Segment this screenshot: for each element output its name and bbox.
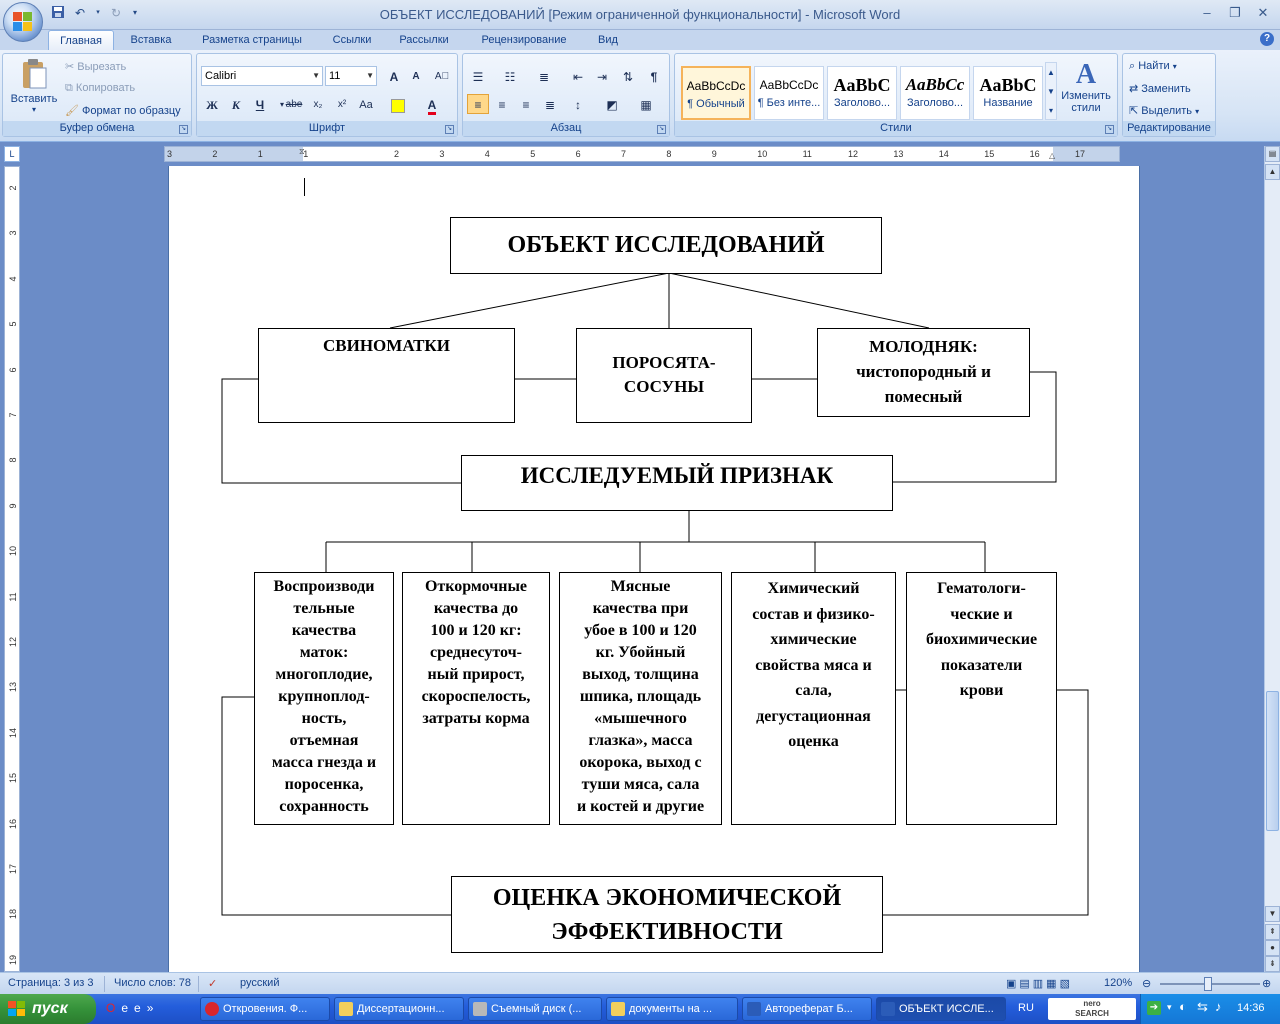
underline-dropdown-icon[interactable]: ▾ <box>279 100 284 109</box>
trait-text: Гематологи- ческие и биохимические показатели крови <box>925 580 1038 699</box>
ruler-tick-label: 3 <box>439 149 445 159</box>
diagram-root-text: ОБЪЕКТ ИССЛЕДОВАНИЙ <box>507 232 825 258</box>
scissors-icon: ✂ <box>65 61 75 73</box>
style-sample: AaBbCcDc <box>759 78 819 92</box>
word-count[interactable]: Число слов: 78 <box>114 977 192 989</box>
object-text: ПОРОСЯТА- СОСУНЫ <box>612 353 716 396</box>
clock[interactable]: 14:36 <box>1237 1002 1265 1014</box>
object-box-sows[interactable] <box>258 328 515 423</box>
prev-page-icon[interactable]: ⇞ <box>1265 924 1280 940</box>
folder-icon <box>339 1002 353 1016</box>
taskbar-item-active[interactable] <box>876 997 1006 1021</box>
object-box-young[interactable] <box>817 328 1030 417</box>
connector-line <box>669 273 929 328</box>
taskbar-item[interactable] <box>200 997 330 1021</box>
taskbar-item[interactable] <box>742 997 872 1021</box>
clipboard-group <box>2 53 192 137</box>
next-page-icon[interactable]: ⇟ <box>1265 956 1280 972</box>
italic-label: К <box>231 98 241 112</box>
trait-text: Воспроизводи тельные качества маток: многоплодие, крупноплод- ность, отъемная масса гнезда и поросенка, сохранность <box>271 578 377 815</box>
align-left-icon[interactable]: ≡ <box>467 94 489 114</box>
language-indicator[interactable]: RU <box>1018 1002 1034 1014</box>
undo-icon[interactable]: ↶ <box>74 6 86 20</box>
windows-flag-icon <box>8 1001 26 1017</box>
tab-page-layout[interactable]: Разметка страницы <box>202 34 302 46</box>
replace-icon: ⇄ <box>1129 83 1139 95</box>
object-text: СВИНОМАТКИ <box>322 336 450 355</box>
ruler-tick-label: 9 <box>711 149 717 159</box>
font-group-label: Шрифт <box>197 121 457 136</box>
replace-label: Заменить <box>1141 83 1191 95</box>
editing-group <box>1122 53 1216 137</box>
multilevel-list-icon[interactable]: ≣ <box>538 70 550 84</box>
select-label: Выделить <box>1141 105 1193 117</box>
title-bar <box>0 0 1280 30</box>
numbering-icon[interactable]: ☷ <box>504 70 516 84</box>
ie-icon[interactable]: e <box>134 1001 147 1015</box>
ruler-tick-label: 10 <box>757 149 768 159</box>
font-group <box>196 53 458 137</box>
paragraph-group <box>462 53 670 137</box>
line-spacing-icon[interactable]: ↕ <box>575 98 581 112</box>
change-styles-button[interactable] <box>1059 60 1113 114</box>
bold-button[interactable] <box>201 94 223 114</box>
taskbar-item-label: Откровения. Ф... <box>223 1003 308 1015</box>
zoom-slider-thumb[interactable] <box>1204 977 1212 991</box>
styles-scroll[interactable]: ▲ ▼ ▾ <box>1045 62 1057 120</box>
style-sample: AaBbCc <box>905 75 965 94</box>
decrease-indent-icon[interactable]: ⇤ <box>572 70 584 84</box>
zoom-in-icon[interactable]: ⊕ <box>1262 978 1272 990</box>
ruler-tick-label: 5 <box>8 321 18 327</box>
binoculars-icon: ⌕ <box>1129 60 1136 72</box>
office-button[interactable] <box>3 2 43 42</box>
trait-box-chemical[interactable] <box>731 572 896 825</box>
arrow-right-icon[interactable]: ➔ <box>1147 1001 1161 1015</box>
trait-text: Мясные качества при убое в 100 и 120 кг. Убойный выход, толщина шпика, площадь «мышечного глазка», масса окорока, выход с туши мяса, сала и костей и другие <box>576 578 705 815</box>
folder-icon <box>611 1002 625 1016</box>
change-case-label: Aa <box>359 99 373 111</box>
tab-home[interactable]: Главная <box>48 30 114 50</box>
paste-button[interactable] <box>9 58 59 116</box>
word-icon <box>881 1002 895 1016</box>
ruler-tick-label: 12 <box>8 637 18 648</box>
change-case-button[interactable] <box>355 94 377 114</box>
ruler-tick-label: 7 <box>621 149 627 159</box>
ruler-tick-label: 2 <box>212 149 218 159</box>
styles-launcher-icon[interactable]: ↘ <box>1106 126 1113 132</box>
ruler-tick-label: 5 <box>530 149 536 159</box>
underline-button[interactable] <box>249 94 271 114</box>
divider <box>198 976 199 992</box>
chevron-down-icon: ▾ <box>1172 62 1177 71</box>
select-button[interactable] <box>1129 104 1199 117</box>
customize-qat-icon[interactable]: ▾ <box>132 8 137 17</box>
vertical-ruler[interactable] <box>4 166 20 972</box>
paragraph-launcher-icon[interactable]: ↘ <box>658 126 665 132</box>
ruler-tick-label: 2 <box>8 185 18 191</box>
result-box[interactable] <box>451 876 883 953</box>
font-size-value: 11 <box>329 70 341 82</box>
font-color-icon[interactable]: A <box>421 94 443 114</box>
style-no-spacing[interactable] <box>754 66 824 120</box>
grow-font-label: A <box>389 70 399 84</box>
clipboard-group-label: Буфер обмена <box>3 121 191 136</box>
copy-button[interactable] <box>65 82 135 95</box>
style-normal[interactable] <box>681 66 751 120</box>
ruler-tick-label: 11 <box>8 591 18 602</box>
style-sample: AaBbC <box>979 75 1037 95</box>
taskbar-item-label: Диссертационн... <box>357 1003 445 1015</box>
drive-icon <box>473 1002 487 1016</box>
align-right-icon[interactable]: ≡ <box>522 98 530 112</box>
diagram-root-box[interactable] <box>450 217 882 274</box>
chevron-down-icon: ▼ <box>312 71 320 80</box>
window-title: ОБЪЕКТ ИССЛЕДОВАНИЙ [Режим ограниченной функциональности] - Microsoft Word <box>379 7 901 22</box>
ruler-tick-label: 13 <box>893 149 904 159</box>
strikethrough-button[interactable] <box>283 94 305 114</box>
scroll-up-icon[interactable]: ▲ <box>1265 164 1280 180</box>
ruler-tick-label: 15 <box>984 149 995 159</box>
ruler-tick-label: 16 <box>8 818 18 829</box>
tab-selector[interactable]: L <box>4 146 20 162</box>
format-painter-button[interactable] <box>65 104 181 117</box>
ruler-tick-label: 14 <box>938 149 949 159</box>
styles-group <box>674 53 1118 137</box>
start-label: пуск <box>32 1000 68 1017</box>
tab-mailings[interactable]: Рассылки <box>399 34 449 46</box>
scroll-thumb[interactable] <box>1266 691 1279 831</box>
borders-icon[interactable]: ▦ <box>640 98 652 112</box>
style-heading-2[interactable] <box>900 66 970 120</box>
ruler-left-margin <box>165 147 303 161</box>
shrink-font-button[interactable] <box>405 66 427 86</box>
ruler-tick-label: 8 <box>666 149 672 159</box>
shading-icon[interactable]: ◩ <box>606 98 618 112</box>
quick-launch[interactable] <box>106 1001 159 1015</box>
ruler-tick-label: 4 <box>484 149 490 159</box>
style-sample: AaBbC <box>833 75 891 95</box>
tab-view[interactable]: Вид <box>598 34 618 46</box>
ruler-tick-label: 4 <box>8 276 18 282</box>
word-icon <box>747 1002 761 1016</box>
ruler-tick-label: 1 <box>257 149 263 159</box>
connector-line <box>390 273 669 328</box>
italic-button[interactable] <box>225 94 247 114</box>
document-area[interactable] <box>22 166 1262 972</box>
format-painter-label: Формат по образцу <box>82 105 181 117</box>
ruler-tick-label: 18 <box>8 909 18 920</box>
trait-box-meat[interactable] <box>559 572 722 825</box>
horizontal-ruler[interactable] <box>164 146 1120 162</box>
change-styles-icon: A <box>1075 59 1097 90</box>
grow-font-button[interactable] <box>383 66 405 86</box>
help-icon[interactable]: ? <box>1260 32 1274 46</box>
ruler-tick-label: 8 <box>8 457 18 463</box>
paste-label: Вставить <box>10 93 58 105</box>
trait-text: Откормочные качества до 100 и 120 кг: среднесуточ- ный прирост, скороспелость, затраты корма <box>421 578 531 727</box>
ruler-tick-label: 14 <box>8 727 18 738</box>
ruler-tick-label: 2 <box>394 149 400 159</box>
format-painter-icon: 🖌 <box>65 105 79 117</box>
language[interactable]: русский <box>240 977 280 989</box>
taskbar-item[interactable] <box>606 997 738 1021</box>
style-name: Заголово... <box>906 97 964 109</box>
tab-references[interactable]: Ссылки <box>332 34 372 46</box>
window-controls <box>1194 3 1276 23</box>
font-name-value: Calibri <box>205 70 237 82</box>
chevron-right-icon[interactable]: » <box>146 1001 160 1015</box>
network-icon[interactable]: ◐ <box>1179 999 1187 1014</box>
nero-search-logo[interactable]: nero SEARCH <box>1048 998 1136 1020</box>
show-marks-icon[interactable]: ¶ <box>650 70 658 84</box>
ruler-tick-label: 3 <box>167 149 173 159</box>
opera-icon[interactable]: O <box>106 1001 122 1015</box>
select-browse-object-icon[interactable]: ● <box>1265 940 1280 956</box>
tab-review[interactable]: Рецензирование <box>481 34 567 46</box>
object-text: МОЛОДНЯК: чистопородный и помесный <box>856 337 991 406</box>
style-name: Название <box>983 97 1033 109</box>
chevron-down-icon: ▾ <box>1195 107 1200 116</box>
taskbar-item-label: документы на ... <box>629 1003 713 1015</box>
diagram-connectors <box>22 166 1262 972</box>
font-size-combo[interactable] <box>325 66 377 86</box>
taskbar-item-label: Автореферат Б... <box>765 1003 853 1015</box>
font-name-combo[interactable] <box>201 66 323 86</box>
speaker-icon[interactable]: ♪ <box>1215 999 1222 1014</box>
shrink-font-label: A <box>412 71 420 82</box>
tab-insert[interactable]: Вставка <box>130 34 172 46</box>
ruler-tick-label: 7 <box>8 412 18 418</box>
view-buttons[interactable]: ▣▤▥▦▧ <box>1006 978 1073 990</box>
ruler-tick-label: 9 <box>8 503 18 509</box>
taskbar-item-label: Съемный диск (... <box>491 1003 582 1015</box>
copy-icon: ⧉ <box>65 82 73 94</box>
scroll-down-icon[interactable]: ▼ <box>1265 906 1280 922</box>
bold-label: Ж <box>206 98 218 112</box>
paragraph-group-label: Абзац <box>463 121 669 136</box>
style-name: Заголово... <box>833 97 891 109</box>
proofing-icon[interactable]: ✓ <box>208 978 218 990</box>
superscript-button[interactable] <box>331 94 353 114</box>
restore-button[interactable]: ❐ <box>1229 5 1241 20</box>
zoom-out-icon[interactable]: ⊖ <box>1142 978 1152 990</box>
style-heading-1[interactable] <box>827 66 897 120</box>
redo-icon[interactable]: ↻ <box>110 6 122 20</box>
object-box-piglets[interactable] <box>576 328 752 423</box>
style-name: ¶ Без инте... <box>757 97 821 109</box>
cut-label: Вырезать <box>77 61 127 73</box>
clipboard-launcher-icon[interactable]: ↘ <box>180 126 187 132</box>
ruler-tick-label: 1 <box>303 149 309 159</box>
bullets-icon[interactable]: ☰ <box>472 70 484 84</box>
increase-indent-icon[interactable]: ⇥ <box>596 70 608 84</box>
styles-group-label: Стили <box>675 121 1117 136</box>
safely-remove-icon[interactable]: ⇆ <box>1197 999 1208 1014</box>
copy-label: Копировать <box>75 82 136 94</box>
feature-box[interactable] <box>461 455 893 511</box>
ruler-tick-label: 6 <box>8 367 18 373</box>
ribbon-tabs <box>0 30 1280 50</box>
ruler-tick-label: 17 <box>8 864 18 875</box>
align-center-icon[interactable]: ≡ <box>498 98 506 112</box>
paste-dropdown-icon: ▾ <box>31 105 36 114</box>
ruler-right-margin <box>1053 147 1119 161</box>
change-styles-label: Изменить стили <box>1061 90 1111 114</box>
cursor-icon: ⇱ <box>1129 105 1139 117</box>
subscript-button[interactable] <box>307 94 329 114</box>
undo-dropdown-icon[interactable]: ▾ <box>96 9 100 16</box>
close-button[interactable]: ✕ <box>1257 5 1269 20</box>
font-launcher-icon[interactable]: ↘ <box>446 126 453 132</box>
taskbar-item[interactable] <box>468 997 602 1021</box>
clear-formatting-icon[interactable]: A⃠ <box>434 71 450 82</box>
trait-box-reproductive[interactable] <box>254 572 394 825</box>
trait-box-fattening[interactable] <box>402 572 550 825</box>
ruler-tick-label: 13 <box>8 682 18 693</box>
taskbar-item-label: ОБЪЕКТ ИССЛЕ... <box>899 1003 994 1015</box>
chevron-down-icon: ▼ <box>366 71 374 80</box>
start-button[interactable] <box>0 994 96 1024</box>
vertical-scrollbar[interactable] <box>1264 146 1280 972</box>
underline-label: Ч <box>255 98 265 112</box>
paste-icon <box>19 58 49 90</box>
superscript-label: x² <box>337 99 347 110</box>
ruler-tick-label: 15 <box>8 773 18 784</box>
page-count[interactable]: Страница: 3 из 3 <box>8 977 94 989</box>
right-indent-marker-icon[interactable]: △ <box>1049 151 1056 160</box>
tray-chevron-icon[interactable]: ▾ <box>1167 1002 1172 1012</box>
office-logo-icon <box>13 12 33 32</box>
divider <box>104 976 105 992</box>
style-name: ¶ Обычный <box>687 98 745 110</box>
taskbar-item[interactable] <box>334 997 464 1021</box>
ruler-tick-label: 10 <box>8 546 18 557</box>
feature-text: ИССЛЕДУЕМЫЙ ПРИЗНАК <box>520 463 834 488</box>
editing-group-label: Редактирование <box>1123 121 1215 136</box>
opera-icon <box>205 1002 219 1016</box>
ie-icon[interactable]: e <box>121 1001 135 1015</box>
ribbon <box>0 50 1280 142</box>
highlight-icon[interactable] <box>387 94 409 114</box>
ruler-tick-label: 16 <box>1029 149 1040 159</box>
justify-icon[interactable]: ≣ <box>544 98 556 112</box>
ruler-tick-label: 3 <box>8 230 18 236</box>
zoom-level[interactable]: 120% <box>1104 977 1133 989</box>
trait-box-blood[interactable] <box>906 572 1057 825</box>
ruler-tick-label: 17 <box>1075 149 1086 159</box>
style-sample: AaBbCcDc <box>686 79 746 93</box>
ruler-toggle-icon[interactable]: ▤ <box>1265 146 1280 162</box>
trait-text: Химический состав и физико- химические свойства мяса и сала, дегустационная оценка <box>752 580 875 750</box>
sort-icon[interactable]: ⇅ <box>622 70 634 84</box>
subscript-label: x₂ <box>313 99 323 110</box>
taskbar <box>0 994 1280 1024</box>
cut-button[interactable] <box>65 60 126 73</box>
indent-marker-icon[interactable]: ⧖ <box>299 147 305 156</box>
strikethrough-label: abe <box>285 99 303 110</box>
system-tray <box>1140 994 1280 1024</box>
status-bar <box>0 972 1280 994</box>
ruler-tick-label: 11 <box>802 149 812 159</box>
find-button[interactable] <box>1129 60 1177 73</box>
result-text: ОЦЕНКА ЭКОНОМИЧЕСКОЙ ЭФФЕКТИВНОСТИ <box>492 885 842 945</box>
style-title[interactable] <box>973 66 1043 120</box>
find-label: Найти <box>1138 60 1170 72</box>
minimize-button[interactable]: ‒ <box>1203 5 1211 20</box>
ruler-tick-label: 12 <box>848 149 859 159</box>
ruler-tick-label: 6 <box>575 149 581 159</box>
ruler-tick-label: 19 <box>8 954 18 965</box>
replace-button[interactable] <box>1129 82 1191 95</box>
